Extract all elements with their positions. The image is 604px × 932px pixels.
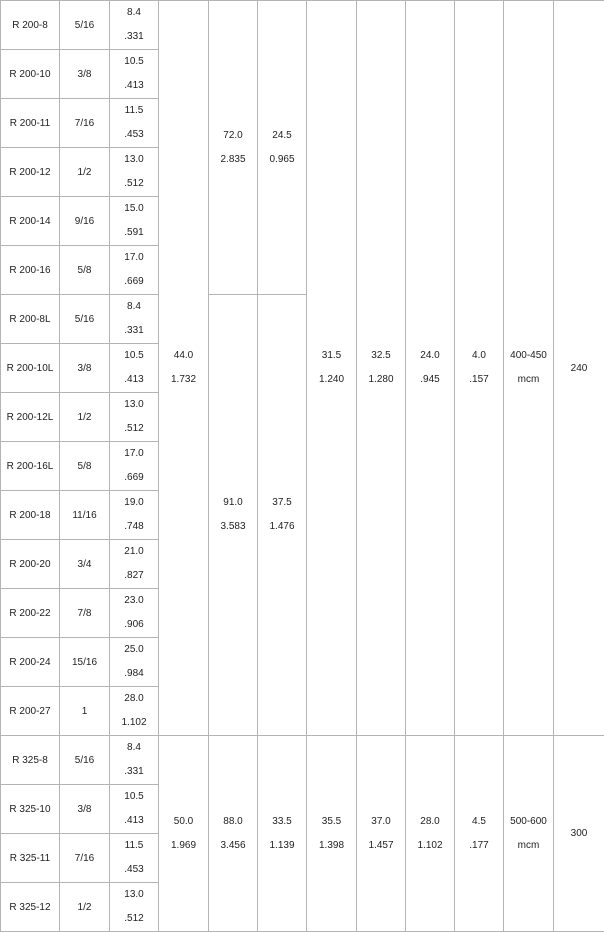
diameter-cell: [110, 197, 159, 246]
size-cell: 7/8: [60, 589, 110, 638]
dim-col7-r325-top: 35.5: [321, 815, 342, 827]
dim-col8-r200-top: 32.5: [371, 350, 391, 361]
size-cell: 5/16: [60, 295, 110, 344]
size-cell: 3/4: [60, 540, 110, 589]
dim-col6-r200-lower-top: 37.5: [272, 497, 292, 508]
dim-col10-r325-top: 4.5: [472, 815, 486, 827]
dim-col4-r325-top: 50.0: [173, 815, 194, 827]
size-cell: 5/16: [60, 1, 110, 50]
diameter-cell: [110, 883, 159, 932]
model-cell: R 200-12L: [1, 393, 60, 442]
diameter-cell-top: 8.4: [127, 301, 141, 312]
dim-col9-r200-bottom: .945: [420, 374, 440, 385]
diameter-cell: [110, 589, 159, 638]
dim-col9-r200-top: 24.0: [420, 350, 440, 361]
model-cell: R 200-16: [1, 246, 60, 295]
dim-col7-r200-top: 31.5: [321, 350, 342, 361]
dim-col6-r325-top: 33.5: [272, 815, 292, 827]
size-cell: 1/2: [60, 393, 110, 442]
model-cell: R 200-8: [1, 1, 60, 50]
diameter-cell-top: 10.5: [124, 791, 144, 802]
dim-col10-r200: [455, 1, 504, 736]
dim-col5-r200-upper: [209, 1, 258, 295]
cable-range-r325-top: 500-600: [510, 815, 547, 827]
diameter-cell: [110, 295, 159, 344]
size-cell: 5/8: [60, 246, 110, 295]
size-cell: 11/16: [60, 491, 110, 540]
diameter-cell-bottom: .984: [124, 668, 144, 679]
cable-range-r200: [504, 1, 554, 736]
dim-col5-r325-top: 88.0: [223, 815, 243, 827]
model-cell: R 200-22: [1, 589, 60, 638]
size-cell: 3/8: [60, 50, 110, 99]
model-cell: R 200-10: [1, 50, 60, 99]
weight-r325: 300: [554, 736, 604, 932]
diameter-cell-bottom: .331: [124, 325, 144, 336]
dim-col7-r325-bottom: 1.398: [318, 839, 345, 851]
diameter-cell-bottom: .453: [124, 129, 144, 140]
model-cell: R 200-11: [1, 99, 60, 148]
diameter-cell-top: 21.0: [124, 546, 144, 557]
diameter-cell-bottom: .591: [124, 227, 144, 238]
diameter-cell: [110, 491, 159, 540]
model-cell: R 200-12: [1, 148, 60, 197]
model-cell: R 325-10: [1, 785, 60, 834]
diameter-cell-bottom: .906: [124, 619, 144, 630]
model-cell: R 325-12: [1, 883, 60, 932]
model-cell: R 200-18: [1, 491, 60, 540]
diameter-cell-top: 17.0: [124, 448, 144, 459]
dim-col8-r325: [357, 736, 406, 932]
size-cell: 5/8: [60, 442, 110, 491]
diameter-cell-top: 25.0: [124, 644, 144, 655]
model-cell: R 200-14: [1, 197, 60, 246]
dim-col4-r200-bottom: 1.732: [170, 374, 197, 385]
diameter-cell-top: 17.0: [124, 252, 144, 263]
size-cell: 15/16: [60, 638, 110, 687]
table-row: [1, 736, 604, 785]
dim-col10-r200-bottom: .157: [469, 374, 489, 385]
dim-col10-r200-top: 4.0: [472, 350, 486, 361]
diameter-cell-bottom: .413: [124, 374, 144, 385]
diameter-cell: [110, 246, 159, 295]
diameter-cell: [110, 834, 159, 883]
cable-range-r200-top: 400-450: [510, 350, 547, 361]
dim-col5-r325-bottom: 3.456: [220, 839, 246, 851]
cable-range-r200-bottom: mcm: [517, 374, 540, 385]
diameter-cell: [110, 785, 159, 834]
diameter-cell-top: 19.0: [124, 497, 144, 508]
dim-col9-r200: [406, 1, 455, 736]
dim-col8-r200: [357, 1, 406, 736]
diameter-cell-top: 11.5: [124, 105, 144, 116]
dim-col6-r200-lower: [258, 295, 307, 736]
size-cell: 9/16: [60, 197, 110, 246]
diameter-cell-top: 8.4: [127, 7, 141, 18]
diameter-cell-top: 11.5: [124, 840, 144, 851]
diameter-cell-top: 13.0: [124, 889, 144, 900]
model-cell: R 200-8L: [1, 295, 60, 344]
dim-col7-r200-bottom: 1.240: [318, 374, 345, 385]
model-cell: R 200-20: [1, 540, 60, 589]
dim-col6-r325: [258, 736, 307, 932]
dim-col10-r325-bottom: .177: [469, 839, 489, 851]
diameter-cell: [110, 442, 159, 491]
dim-col5-r200-upper-top: 72.0: [223, 129, 243, 141]
diameter-cell: [110, 687, 159, 736]
dim-col8-r325-top: 37.0: [371, 815, 391, 827]
diameter-cell: [110, 638, 159, 687]
diameter-cell: [110, 99, 159, 148]
dim-col6-r325-bottom: 1.139: [269, 839, 295, 851]
diameter-cell: [110, 148, 159, 197]
diameter-cell-top: 8.4: [127, 742, 141, 753]
model-cell: R 325-11: [1, 834, 60, 883]
dim-col4-r200: [159, 1, 209, 736]
dim-col8-r200-bottom: 1.280: [368, 374, 394, 385]
diameter-cell-bottom: 1.102: [121, 717, 147, 728]
model-cell: R 200-24: [1, 638, 60, 687]
dim-col9-r325-bottom: 1.102: [417, 839, 443, 851]
diameter-cell-bottom: .669: [124, 472, 144, 483]
weight-r200: 240: [554, 1, 604, 736]
dim-col5-r325: [209, 736, 258, 932]
model-cell: R 325-8: [1, 736, 60, 785]
diameter-cell-bottom: .453: [124, 864, 144, 875]
diameter-cell: [110, 736, 159, 785]
diameter-cell-bottom: .413: [124, 80, 144, 91]
dim-col9-r325: [406, 736, 455, 932]
diameter-cell-top: 10.5: [124, 350, 144, 361]
dim-col8-r325-bottom: 1.457: [368, 839, 394, 851]
diameter-cell-top: 15.0: [124, 203, 144, 214]
size-cell: 7/16: [60, 99, 110, 148]
dim-col5-r200-upper-bottom: 2.835: [220, 153, 246, 165]
diameter-cell-bottom: .512: [124, 178, 144, 189]
model-cell: R 200-16L: [1, 442, 60, 491]
dim-col6-r200-upper-bottom: 0.965: [269, 153, 295, 165]
model-cell: R 200-27: [1, 687, 60, 736]
dim-col4-r325: [159, 736, 209, 932]
dim-col6-r200-lower-bottom: 1.476: [269, 521, 295, 532]
size-cell: 1: [60, 687, 110, 736]
size-cell: 3/8: [60, 344, 110, 393]
cable-range-r325: [504, 736, 554, 932]
dim-col9-r325-top: 28.0: [420, 815, 440, 827]
dim-col5-r200-lower-top: 91.0: [223, 497, 243, 508]
dim-col5-r200-lower-bottom: 3.583: [220, 521, 246, 532]
diameter-cell: [110, 50, 159, 99]
diameter-cell-bottom: .512: [124, 423, 144, 434]
size-cell: 7/16: [60, 834, 110, 883]
dim-col7-r200: [307, 1, 357, 736]
diameter-cell: [110, 393, 159, 442]
diameter-cell-top: 13.0: [124, 399, 144, 410]
cable-range-r325-bottom: mcm: [517, 839, 540, 851]
diameter-cell-top: 28.0: [124, 693, 144, 704]
diameter-cell-top: 13.0: [124, 154, 144, 165]
diameter-cell: [110, 344, 159, 393]
size-cell: 3/8: [60, 785, 110, 834]
diameter-cell-bottom: .331: [124, 31, 144, 42]
diameter-cell-bottom: .827: [124, 570, 144, 581]
diameter-cell-bottom: .512: [124, 913, 144, 924]
diameter-cell-top: 10.5: [124, 56, 144, 67]
size-cell: 1/2: [60, 883, 110, 932]
diameter-cell: [110, 1, 159, 50]
diameter-cell-bottom: .669: [124, 276, 144, 287]
dim-col4-r200-top: 44.0: [173, 350, 194, 361]
diameter-cell-bottom: .413: [124, 815, 144, 826]
dim-col4-r325-bottom: 1.969: [170, 839, 197, 851]
dim-col5-r200-lower: [209, 295, 258, 736]
diameter-cell-bottom: .331: [124, 766, 144, 777]
dim-col10-r325: [455, 736, 504, 932]
table-row: [1, 1, 604, 50]
diameter-cell-top: 23.0: [124, 595, 144, 606]
dim-col6-r200-upper: [258, 1, 307, 295]
size-cell: 5/16: [60, 736, 110, 785]
size-cell: 1/2: [60, 148, 110, 197]
dim-col7-r325: [307, 736, 357, 932]
model-cell: R 200-10L: [1, 344, 60, 393]
diameter-cell: [110, 540, 159, 589]
dim-col6-r200-upper-top: 24.5: [272, 129, 292, 141]
diameter-cell-bottom: .748: [124, 521, 144, 532]
